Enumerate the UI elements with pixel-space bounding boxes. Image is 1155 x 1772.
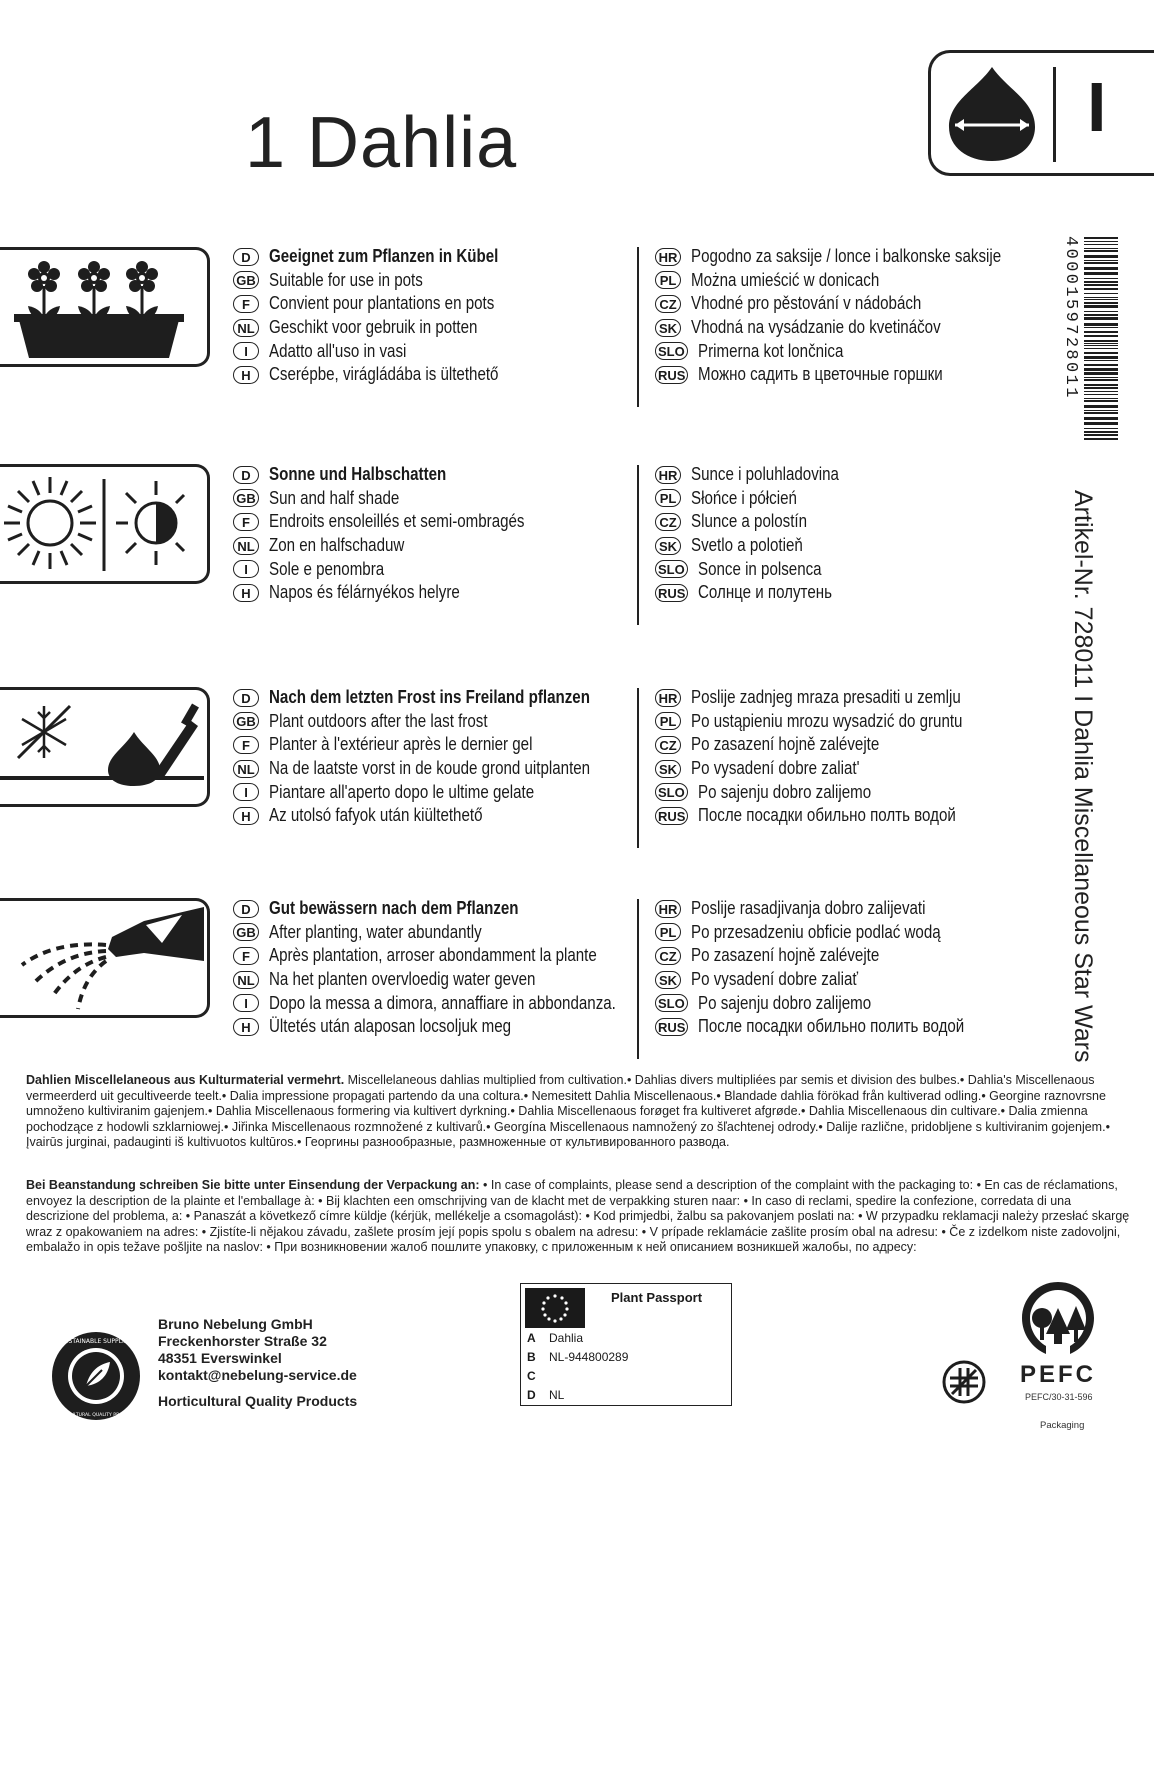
column-divider (637, 247, 639, 407)
language-code-badge: I (233, 560, 259, 578)
barcode-bar (1084, 398, 1118, 399)
instruction-row (233, 581, 573, 605)
instruction-text: Po zasazení hojně zalévejte (691, 945, 880, 966)
instruction-row (233, 991, 682, 1015)
barcode-bar (1084, 387, 1118, 389)
barcode-bar (1084, 343, 1118, 344)
barcode-bar (1084, 391, 1118, 392)
language-code-badge: H (233, 1018, 259, 1036)
instruction-text: Piantare all'aperto dopo le ultime gelate (269, 781, 535, 802)
instruction-row (655, 991, 1015, 1015)
barcode-bar (1084, 412, 1118, 414)
instruction-row (655, 463, 867, 487)
instruction-row (655, 968, 1015, 992)
product-title: 1 Dahlia (245, 103, 518, 183)
watering-icon-box (0, 898, 210, 1018)
barcode-bar (1084, 394, 1118, 395)
company-address (158, 1316, 357, 1384)
language-code-badge: SK (655, 537, 681, 555)
instruction-text: After planting, water abundantly (269, 921, 482, 942)
passport-row-b: B NL-944800289 (527, 1350, 629, 1364)
barcode-bar (1084, 302, 1118, 304)
instruction-row (233, 780, 651, 804)
instruction-text: Sonne und Halbschatten (269, 464, 447, 485)
instruction-row (233, 316, 542, 340)
cultivation-note (26, 1073, 1131, 1151)
language-code-badge: CZ (655, 513, 681, 531)
language-code-badge: HR (655, 248, 681, 266)
language-code-badge: F (233, 513, 259, 531)
barcode-bar (1084, 262, 1118, 264)
barcode-bar (1084, 340, 1118, 342)
barcode-bar (1084, 293, 1118, 294)
barcode-bar (1084, 377, 1118, 378)
section-1-left-column (233, 245, 542, 387)
barcode-bar (1084, 317, 1118, 320)
bulb-size-icon (937, 59, 1047, 169)
instruction-text: Poslije rasadjivanja dobro zalijevati (691, 898, 926, 919)
instruction-text: Na de laatste vorst in de koude grond uitplanten (269, 758, 591, 779)
instruction-row (233, 733, 651, 757)
barcode-bar (1084, 331, 1118, 333)
pefc-code: PEFC/30-31-596 (1025, 1392, 1093, 1402)
instruction-text: Geschikt voor gebruik in potten (269, 317, 478, 338)
instruction-row (655, 921, 1015, 945)
instruction-row (655, 316, 1060, 340)
plant-passport (520, 1283, 732, 1406)
passport-row-a: A Dahlia (527, 1331, 584, 1345)
packaging-label: Packaging (1040, 1420, 1085, 1431)
sustainable-supplier-seal-icon (50, 1330, 142, 1422)
instruction-text: Sun and half shade (269, 487, 400, 508)
company-city: 48351 Everswinkel (158, 1350, 282, 1366)
barcode-bar (1084, 244, 1118, 245)
column-divider (637, 688, 639, 848)
instruction-row (233, 921, 682, 945)
instruction-row (233, 245, 542, 269)
language-code-badge: H (233, 584, 259, 602)
language-code-badge: RUS (655, 807, 688, 825)
barcode-bar (1084, 335, 1118, 337)
barcode-bar (1084, 323, 1118, 326)
language-code-badge: HR (655, 900, 681, 918)
barcode-bar (1084, 305, 1118, 308)
instruction-row (655, 245, 1060, 269)
instruction-row (233, 292, 542, 316)
instruction-row (233, 1015, 682, 1039)
instruction-text: Adatto all'uso in vasi (269, 340, 407, 361)
section-1-right-column (655, 245, 1060, 387)
instruction-row (233, 269, 542, 293)
barcode-bar (1084, 327, 1118, 328)
language-code-badge: H (233, 807, 259, 825)
instruction-row (655, 487, 867, 511)
barcode-bar (1084, 379, 1118, 381)
instruction-text: Endroits ensoleillés et semi-ombragés (269, 511, 525, 532)
section-2-right-column (655, 463, 867, 605)
barcode-bar (1084, 311, 1118, 312)
instruction-text: Można umieścić w donicach (691, 269, 880, 290)
instruction-row (233, 757, 651, 781)
language-code-badge: SK (655, 760, 681, 778)
barcode-bar (1084, 384, 1118, 386)
barcode-digits: 4000159728011 (1061, 236, 1080, 400)
instruction-row (655, 557, 867, 581)
instruction-text: Можно садить в цветочные горшки (698, 364, 944, 385)
instruction-row (655, 363, 1060, 387)
bulb-size-value: I (1087, 68, 1107, 146)
complaint-note-text: • In case of complaints, please send a description of the complaint with the packaging to: • En cas de réclamations, envoyez la description de la plainte et l'emballage à: • Bij klachten een omschrijving van de klacht met de verpakking sturen naar: • In caso di reclami, spedire la confezione, corredata di una descrizione del problema, a: • Panaszát a következő címre küldje (kérjük, mellékelje a csomagolást): • Kod primjedbi, žalbu sa pakovanjem poslati na: • W przypadku reklamacji należy przesłać skargę wraz z opakowaniem na adres: • Zjistíte-li nějakou závadu, zašlete prosím její popis spolu s obalem na adresu: • V prípade reklamácie zašlite prosím obal na adresu: • Če z izdelkom niste zadovoljni, embalažo in opis težave pošljite na naslov: • При возникновении жалоб пошлите упаковку, с приложенным к ней описанием возникшей жалобы, по адресу: (26, 1178, 1130, 1254)
barcode-bar (1084, 422, 1118, 425)
instruction-text: Napos és félárnyékos helyre (269, 582, 460, 603)
instruction-row (233, 557, 573, 581)
instruction-text: Dopo la messa a dimora, annaffiare in abbondanza. (269, 992, 616, 1013)
pefc-label: PEFC (1020, 1361, 1097, 1388)
barcode-bar (1084, 284, 1118, 286)
instruction-row (655, 710, 1014, 734)
language-code-badge: SLO (655, 560, 688, 578)
section-4-left-column (233, 897, 682, 1039)
passport-row-d: D NL (527, 1388, 565, 1402)
watering-can-icon (0, 901, 204, 1017)
seal-ring-text-bottom: HORTICULTURAL QUALITY PRODUCTS (53, 1413, 139, 1418)
language-code-badge: CZ (655, 295, 681, 313)
barcode-bar (1084, 288, 1118, 290)
language-code-badge: GB (233, 712, 259, 730)
column-divider (637, 899, 639, 1059)
instruction-row (233, 944, 682, 968)
section-3-left-column (233, 686, 651, 828)
barcode-bar (1084, 250, 1118, 252)
complaint-note-lead: Bei Beanstandung schreiben Sie bitte unter Einsendung der Verpackung an: (26, 1178, 480, 1192)
instruction-row (655, 757, 1014, 781)
barcode-bar (1084, 364, 1118, 366)
instruction-text: Suitable for use in pots (269, 269, 423, 290)
instruction-row (233, 339, 542, 363)
barcode-bar (1084, 368, 1118, 371)
language-code-badge: SLO (655, 342, 688, 360)
barcode-bar (1084, 431, 1118, 433)
language-code-badge: I (233, 342, 259, 360)
instruction-row (655, 804, 1014, 828)
section-3-right-column (655, 686, 1014, 828)
badge-separator (1053, 67, 1056, 162)
instruction-text: Sole e penombra (269, 558, 385, 579)
barcode-bar (1084, 297, 1118, 298)
instruction-row (655, 510, 867, 534)
language-code-badge: HR (655, 466, 681, 484)
column-divider (637, 465, 639, 625)
language-code-badge: GB (233, 271, 259, 289)
language-code-badge: SK (655, 971, 681, 989)
section-4-right-column (655, 897, 1015, 1039)
instruction-text: Sonce in polsenca (697, 558, 822, 579)
instruction-text: Po vysadení dobre zaliať (691, 969, 859, 990)
barcode-bar (1084, 260, 1118, 261)
cultivation-note-lead: Dahlien Miscellelaneous aus Kulturmaterial vermehrt. (26, 1073, 345, 1087)
language-code-badge: CZ (655, 947, 681, 965)
passport-row-c: C (527, 1369, 536, 1383)
instruction-text: Cserépbe, virágládába is ültethető (269, 364, 499, 385)
instruction-text: Convient pour plantations en pots (269, 293, 495, 314)
company-street: Freckenhorster Straße 32 (158, 1333, 327, 1349)
language-code-badge: D (233, 689, 259, 707)
instruction-text: Svetlo a polotieň (691, 535, 803, 556)
plant-passport-title: Plant Passport (611, 1290, 703, 1305)
language-code-badge: GB (233, 489, 259, 507)
language-code-badge: PL (655, 271, 681, 289)
eu-flag-icon (525, 1288, 585, 1328)
instruction-row (233, 897, 682, 921)
language-code-badge: NL (233, 760, 259, 778)
instruction-text: Gut bewässern nach dem Pflanzen (269, 898, 519, 919)
instruction-text: После посадки обильно полть водой (698, 805, 957, 826)
barcode-bar (1084, 314, 1118, 316)
barcode-bar (1084, 400, 1118, 402)
barcode-bar (1084, 237, 1118, 239)
instruction-text: Pogodno za saksije / lonce i balkonske saksije (691, 246, 1002, 267)
cultivation-note-text: Miscellelaneous dahlias multiplied from cultivation.• Dahlias divers multipliées par semis et division des bulbes.• Dahlia's Miscellenaous vermeerderd uit gecultiveerde teelt.• Dalia impressione propagati partendo da una coltura.• Nemesitett Dahlia Miscellenaous.• Blandade dahlia förökad från kultiverad odling.• Georgine raznovrsne umnoženo kultiviranim gajenjem.• Dahlia Miscellenaous formering via kultivert dyrkning.• Dahlia Miscellenaous forøget fra kultiveret afgrøde.• Dahlia Miscellenaous din cultivare.• Dalia zmienna pochodzące z hodowli szklarniowej.• Jiřinka Miscellenaous rozmnožené z kultivarů.• Georgína Miscellenaous namnožený zo šľachtenej odrody.• Dalije različne, pridobljene s kultiviranim gojenjem.• Įvairūs jurginai, padauginti iš kultivuotos kultūros.• Георгины разнообразные, размноженные от культивированного развода. (26, 1073, 1110, 1149)
barcode-bar (1084, 428, 1118, 429)
barcode-bar (1084, 438, 1118, 440)
language-code-badge: D (233, 900, 259, 918)
barcode-bar (1084, 417, 1118, 420)
instruction-text: Po sajenju dobro zalijemo (697, 781, 871, 802)
instruction-row (233, 686, 651, 710)
language-code-badge: GB (233, 923, 259, 941)
company-email[interactable]: kontakt@nebelung-service.de (158, 1367, 357, 1383)
language-code-badge: F (233, 295, 259, 313)
language-code-badge: D (233, 248, 259, 266)
instruction-text: Az utolsó fafyok után kiültethető (269, 805, 483, 826)
language-code-badge: F (233, 736, 259, 754)
no-litter-icon (940, 1358, 988, 1406)
company-tagline: Horticultural Quality Products (158, 1393, 358, 1409)
frost-planting-icon (0, 690, 204, 806)
barcode-bar (1084, 281, 1118, 283)
flower-pot-icon-box (0, 247, 210, 367)
instruction-text: Słońce i półcień (691, 487, 797, 508)
instruction-row (233, 534, 573, 558)
article-number-vertical: Artikel-Nr. 728011 I Dahlia Miscellaneous Star Wars (1069, 490, 1097, 1063)
instruction-text: Sunce i poluhladovina (691, 464, 839, 485)
barcode-bar (1084, 278, 1118, 279)
barcode-bar (1084, 348, 1118, 349)
language-code-badge: PL (655, 923, 681, 941)
instruction-text: Geeignet zum Pflanzen in Kübel (269, 246, 499, 267)
instruction-text: Plant outdoors after the last frost (269, 710, 488, 731)
instruction-row (655, 897, 1015, 921)
language-code-badge: D (233, 466, 259, 484)
instruction-text: Ültetés után alaposan locsoljuk meg (269, 1016, 512, 1037)
instruction-text: Po ustąpieniu mrozu wysadzić do gruntu (691, 710, 963, 731)
instruction-row (655, 780, 1014, 804)
instruction-row (655, 1015, 1015, 1039)
language-code-badge: RUS (655, 1018, 688, 1036)
instruction-row (233, 804, 651, 828)
instruction-text: Po sajenju dobro zalijemo (697, 992, 871, 1013)
barcode-bar (1084, 255, 1118, 258)
instruction-text: Primerna kot lončnica (697, 340, 844, 361)
language-code-badge: NL (233, 319, 259, 337)
frost-icon-box (0, 687, 210, 807)
instruction-text: Slunce a polostín (691, 511, 807, 532)
language-code-badge: I (233, 994, 259, 1012)
instruction-row (655, 292, 1060, 316)
language-code-badge: RUS (655, 584, 688, 602)
complaint-note (26, 1178, 1131, 1256)
instruction-row (233, 510, 573, 534)
language-code-badge: PL (655, 712, 681, 730)
pefc-logo-icon (1016, 1278, 1100, 1358)
instruction-row (233, 968, 682, 992)
barcode-bar (1084, 372, 1118, 375)
barcode-bar (1084, 241, 1118, 242)
language-code-badge: NL (233, 971, 259, 989)
instruction-text: Po vysadení dobre zaliat' (691, 758, 860, 779)
instruction-row (233, 487, 573, 511)
instruction-row (655, 269, 1060, 293)
instruction-text: Vhodné pro pěstování v nádobách (691, 293, 922, 314)
language-code-badge: CZ (655, 736, 681, 754)
language-code-badge: SLO (655, 994, 688, 1012)
barcode-bar (1084, 356, 1118, 359)
sun-icon-box (0, 464, 210, 584)
barcode-bar (1084, 272, 1118, 275)
bulb-size-badge (928, 50, 1154, 176)
sun-half-shade-icon (0, 467, 204, 583)
barcode-bar (1084, 410, 1118, 411)
company-name: Bruno Nebelung GmbH (158, 1316, 313, 1332)
instruction-text: Po zasazení hojně zalévejte (691, 734, 880, 755)
language-code-badge: H (233, 366, 259, 384)
instruction-text: Poslije zadnjeg mraza presaditi u zemlju (691, 687, 961, 708)
language-code-badge: HR (655, 689, 681, 707)
instruction-text: После посадки обильно полить водой (698, 1016, 965, 1037)
section-2-left-column (233, 463, 573, 605)
instruction-row (655, 534, 867, 558)
instruction-text: Nach dem letzten Frost ins Freiland pflanzen (269, 687, 590, 708)
flower-pot-icon (0, 250, 204, 366)
language-code-badge: NL (233, 537, 259, 555)
language-code-badge: SLO (655, 783, 688, 801)
instruction-text: Na het planten overvloedig water geven (269, 969, 536, 990)
language-code-badge: I (233, 783, 259, 801)
language-code-badge: PL (655, 489, 681, 507)
instruction-row (655, 944, 1015, 968)
language-code-badge: F (233, 947, 259, 965)
barcode-bar (1084, 345, 1118, 346)
instruction-text: Zon en halfschaduw (269, 535, 405, 556)
instruction-text: Солнце и полутень (698, 582, 833, 603)
language-code-badge: RUS (655, 366, 688, 384)
barcode-bar (1084, 352, 1118, 354)
instruction-row (233, 463, 573, 487)
barcode-bar (1084, 405, 1118, 408)
instruction-row (233, 710, 651, 734)
instruction-row (655, 339, 1060, 363)
barcode-bar (1084, 299, 1118, 300)
instruction-text: Po przesadzeniu obficie podlać wodą (691, 921, 941, 942)
barcode-bar (1084, 360, 1118, 361)
instruction-row (655, 733, 1014, 757)
instruction-text: Après plantation, arroser abondamment la plante (269, 945, 597, 966)
instruction-row (655, 686, 1014, 710)
seal-ring-text-top: SUSTAINABLE SUPPLIER (60, 1338, 132, 1345)
language-code-badge: SK (655, 319, 681, 337)
barcode-bar (1084, 248, 1118, 249)
instruction-text: Planter à l'extérieur après le dernier gel (269, 734, 533, 755)
instruction-row (233, 363, 542, 387)
instruction-row (655, 581, 867, 605)
barcode-bar (1084, 434, 1118, 436)
instruction-text: Vhodná na vysádzanie do kvetináčov (691, 317, 941, 338)
barcode-bar (1084, 267, 1118, 270)
